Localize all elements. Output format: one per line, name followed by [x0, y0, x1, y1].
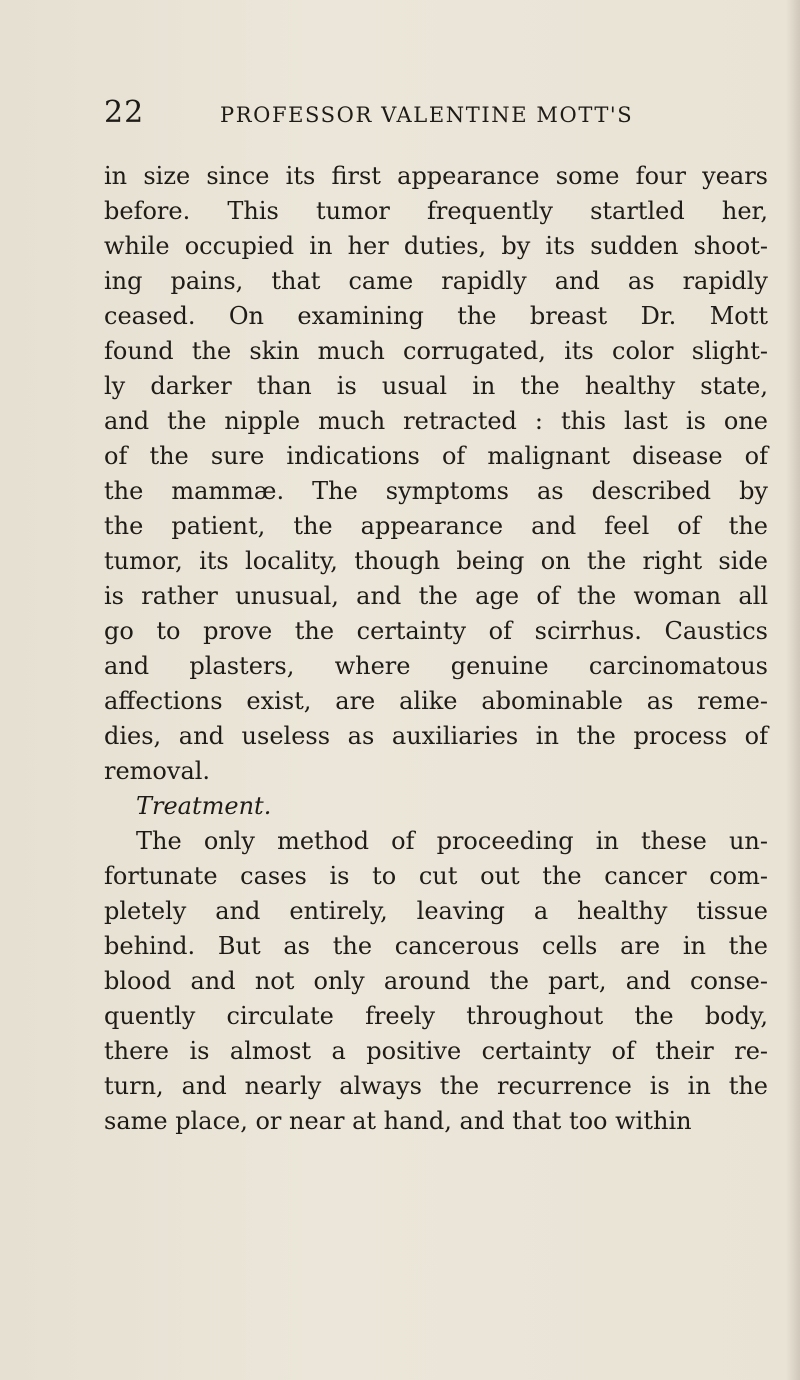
page-header [104, 95, 764, 135]
section-heading: Treatment. [136, 792, 272, 820]
text-line: removal. [104, 757, 211, 785]
text-line: in size since its first appearance some four years [104, 162, 768, 190]
text-line: while occupied in her duties, by its sudden shoot- [104, 232, 768, 260]
text-line: affections exist, are alike abominable as reme- [104, 687, 768, 715]
text-line: blood and not only around the part, and conse- [104, 967, 768, 995]
text-line: ceased. On examining the breast Dr. Mott [104, 302, 768, 330]
text-line: found the skin much corrugated, its color slight- [104, 337, 768, 365]
text-line: the patient, the appearance and feel of the [104, 512, 768, 540]
text-line: behind. But as the cancerous cells are in the [104, 932, 768, 960]
page-number: 22 [104, 95, 145, 130]
text-line: the mammæ. The symptoms as described by [104, 477, 768, 505]
text-line: dies, and useless as auxiliaries in the process of [104, 722, 768, 750]
page-edge-shadow [786, 0, 800, 1380]
text-line: pletely and entirely, leaving a healthy tissue [104, 897, 768, 925]
text-line: The only method of proceeding in these un- [136, 827, 768, 855]
body-text [104, 159, 768, 1139]
text-line: there is almost a positive certainty of their re- [104, 1037, 768, 1065]
text-line: of the sure indications of malignant disease of [104, 442, 768, 470]
text-line: is rather unusual, and the age of the woman all [104, 582, 768, 610]
text-line: fortunate cases is to cut out the cancer com- [104, 862, 768, 890]
text-line: ing pains, that came rapidly and as rapidly [104, 267, 768, 295]
text-line: turn, and nearly always the recurrence is in the [104, 1072, 768, 1100]
text-line: and plasters, where genuine carcinomatous [104, 652, 768, 680]
text-line: tumor, its locality, though being on the right side [104, 547, 768, 575]
text-line: and the nipple much retracted : this last is one [104, 407, 768, 435]
text-line: go to prove the certainty of scirrhus. Caustics [104, 617, 768, 645]
running-head: PROFESSOR VALENTINE MOTT'S [220, 103, 634, 127]
text-line: ly darker than is usual in the healthy state, [104, 372, 768, 400]
text-line: same place, or near at hand, and that too within [104, 1107, 692, 1135]
text-line: quently circulate freely throughout the body, [104, 1002, 768, 1030]
text-line: before. This tumor frequently startled her, [104, 197, 768, 225]
